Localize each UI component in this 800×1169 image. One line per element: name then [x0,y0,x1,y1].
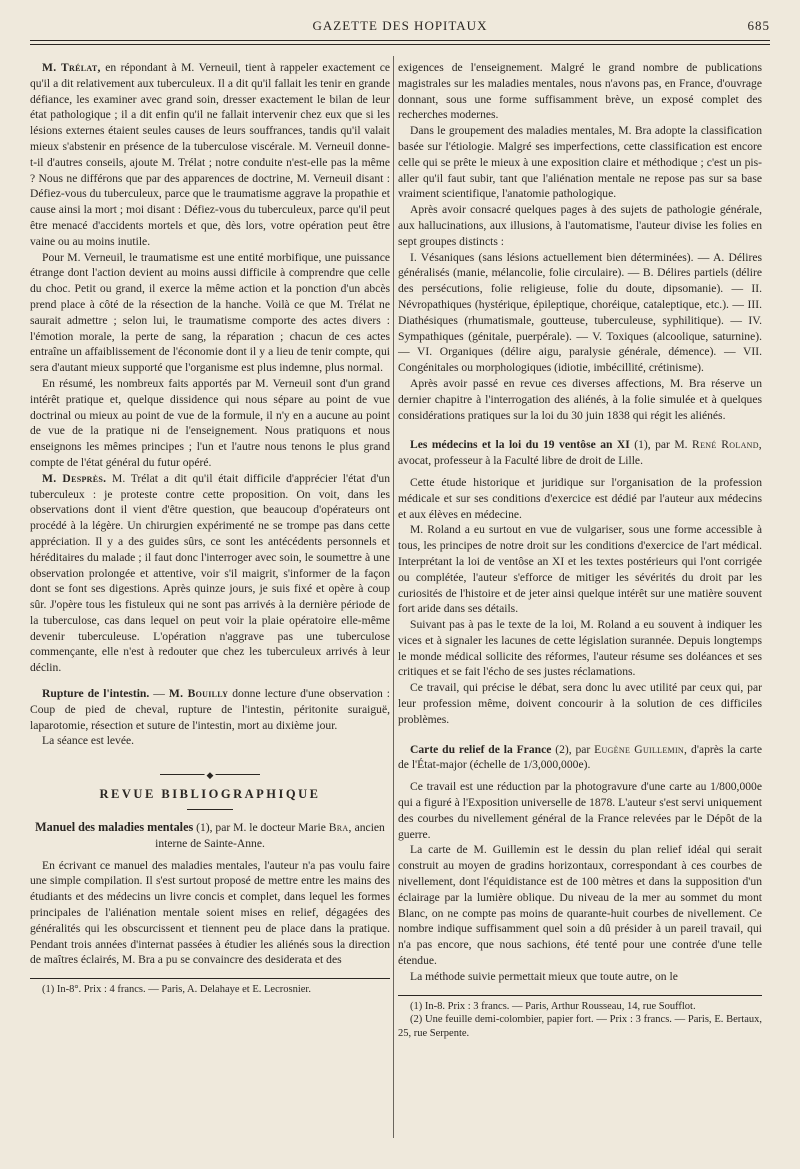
journal-title: GAZETTE DES HOPITAUX [312,18,488,33]
header-rule [30,40,770,41]
footnote-rule [30,978,390,979]
footnote: (1) In-8°. Prix : 4 francs. — Paris, A. Delahaye et E. Lecrosnier. [42,984,311,996]
paragraph: Dans le groupement des maladies mentales, M. Bra adopte la classification basée sur l'étiologie. Malgré ses imperfections, cette classification est encore celle qui se prête le mieux à une exposition claire et méthodique ; c'est un pis-aller qu'il faut subir, tant que l'aliénation mentale ne repose pas sur sa base vraiment scientifique, l'anatomie pathologique. [398,124,762,201]
paragraph: Rupture de l'intestin. — M. Bouilly donne lecture d'une observation : Coup de pied de cheval, rupture de l'intestin, péritonite suraiguë, laparotomie, résection et suture de l'intestin, mort au dixième jour. [30,687,391,732]
paragraph: En résumé, les nombreux faits apportés par M. Verneuil sont d'un grand intérêt pratique et, quelque dissidence qui nous sépare au point de vue doctrinal ou mieux au point de vue de la formule, il n'y en a aucune au point de vue de la pratique ni de l'enseignement. Nous pratiquons et nous enseignons les mêmes principes ; l'un et l'autre nous tenons le plus grand compte de l'état général du futur opéré. [30,376,390,469]
paragraph: Ce travail est une réduction par la photogravure d'une carte au 1/800,000e qui a figuré à l'Exposition universelle de 1878. L'auteur s'est servi uniquement des courbes du nivellement général de la France relevées par le Dépôt de la guerre. [398,780,762,841]
footnote: (2) Une feuille demi-colombier, papier fort. — Prix : 3 francs. — Paris, E. Bertaux, 25, rue Serpente. [398,1014,762,1040]
article-title: Les médecins et la loi du 19 ventôse an XI (1), par M. René Roland, avocat, professeur à la Faculté libre de droit de Lille. [398,438,762,468]
column-divider [393,56,394,1138]
left-column [30,60,390,997]
paragraph: Après avoir consacré quelques pages à des sujets de pathologie générale, aux hallucinations, aux illusions, à l'automatisme, l'auteur divise les folies en sept groupes distincts : [398,203,762,248]
section-title-rule [187,809,233,810]
page-header [30,16,770,38]
section-ornament: ◆ [30,771,390,779]
speaker-name: M. Bouilly [168,687,229,701]
speaker-name: M. Desprès. [42,471,107,485]
paragraph: Suivant pas à pas le texte de la loi, M. Roland a eu souvent à indiquer les vices et à signaler les lacunes de cette législation surannée. Depuis longtemps le monde médical sollicite des réformes, l'auteur résume ses doléances et ses critiques et se fait l'écho de ses justes réclamations. [398,618,762,679]
section-title: REVUE BIBLIOGRAPHIQUE [99,787,321,802]
paragraph: I. Vésaniques (sans lésions actuellement bien déterminées). — A. Délires généralisés (manie, mélancolie, folie circulaire). — B. Délires partiels (délire des persécutions, folie religieuse, folie du doute, dipsomanie). — II. Névropathiques (hystérique, épileptique, choréique, cataleptique, etc.). — III. Diathésiques (rhumatismale, goutteuse, tuberculeuse, syphilitique). — IV. Sympathiques (génitale, puerpérale). — V. Toxiques (alcoolique, saturnine). — VI. Organiques (délire aigu, paralysie générale, démence). — VII. Congénitales ou morphologiques (idiotie, imbécillité, crétinisme). [398,250,762,375]
page-number: 685 [747,18,770,33]
paragraph: Ce travail, qui précise le débat, sera donc lu avec utilité par ceux qui, par leur profession même, doivent concourir à la solution de ces difficiles problèmes. [398,681,762,726]
paragraph: Après avoir passé en revue ces diverses affections, M. Bra réserve un dernier chapitre à l'interrogation des aliénés, à la folie simulée et à quelques considérations pratiques sur la loi du 30 juin 1838 qui régit les aliénés. [398,376,762,422]
paragraph: M. Desprès. M. Trélat a dit qu'il était difficile d'apprécier l'état d'un tuberculeux : je proteste contre cette proposition. On voit, dans les observations dont il vient d'être question, que beaucoup d'opérateurs ont procédé à la légère. Un chirurgien expérimenté ne se trompe pas dans cette appréciation. Il y a des guides sûrs, ce sont les antécédents personnels et héréditaires du malade ; il faut donc l'interroger avec soin, le soumettre à une observation prolongée et attentive, voir s'il maigrit, s'informer de la façon dont se font ses digestions. Après quinze jours, je suis fixé et opère à coup sûr. J'opère tous les fistuleux qui ne sont pas arrivés à la dernière période de la tuberculose, cas dans lequel on peut voir la plaie opératoire elle-même devenir tuberculeuse. L'opération n'aggrave pas une tuberculose commençante, elle n'est à redouter que chez les tuberculeux arrivés à leur déclin. [30,471,390,675]
paragraph: La méthode suivie permettait mieux que toute autre, on le [410,969,678,983]
paragraph: M. Roland a eu surtout en vue de vulgariser, sous une forme accessible à tous, les principes de notre droit sur les conditions d'exercice de l'art médical. Interprétant la loi de ventôse an XI et les textes postérieurs qui l'ont corrigée ou complétée, l'auteur s'efforce de mitiger les sévérités du droit par les curiosités de l'histoire et de jeter ainsi quelque intérêt sur une matière souvent fort aride dans ses détails. [398,523,762,616]
article-title: Carte du relief de la France (2), par Eugène Guillemin, d'après la carte de l'État-major (échelle de 1/3,000,000e). [398,742,762,772]
paragraph: En écrivant ce manuel des maladies mentales, l'auteur n'a pas voulu faire une simple compilation. Il s'est surtout proposé de mettre entre les mains des étudiants et des médecins un livre concis et complet, dans lequel les formes principales de l'aliénation mentale soient mises en relief, dégagées des généralités qui les obscurcissent et tiennent peu de place dans la pratique. Pendant trois années d'internat passées à étudier les aliénés sous la direction de maîtres éclairés, M. Bra a pu se convaincre des desiderata et des [30,858,390,967]
footnote: (1) In-8. Prix : 3 francs. — Paris, Arthur Rousseau, 14, rue Soufflot. [410,1000,696,1012]
header-rule-thin [30,44,770,45]
subheading: Rupture de l'intestin. [42,687,150,701]
paragraph: La carte de M. Guillemin est le dessin du plan relief idéal qui serait construit au moyen de gradins horizontaux, correspondant à ces courbes de nivellement, dont l'équidistance est de 100 mètres et dans la supposition d'un éclairage par la lumière oblique. Du niveau de la mer au sommet du mont Blanc, on ne compte pas moins de quarante-huit courbes de nivellement. Ce nombre indique suffisamment quel soin a dû présider à un pareil travail, qui n'a pas encore, que nous sachions, été tenté pour une contrée d'une telle étendue. [398,843,762,968]
paragraph: La séance est levée. [42,734,135,748]
paragraph: M. Trélat, en répondant à M. Verneuil, tient à rappeler exactement ce qu'il a dit relativement aux tuberculeux. Il a dit qu'il fallait les tenir en grande défiance, les examiner avec grand soin, dresser exactement le bilan de leur état pathologique ; il a dit enfin qu'il ne fallait intervenir chez eux que si les lésions externes étaient seules causes de leurs souffrances, tandis qu'il valait mieux s'abstenir en présence de la tuberculose viscérale. M. Verneuil donne-t-il d'autres conseils, ajoute M. Trélat ; notre conduite n'est-elle pas la même ? Nous ne différons que par des apparences de doctrine, M. Verneuil disant : Défiez-vous du tuberculeux, parce que le traumatisme aggrave la propathie et cause ainsi la mort ; moi disant : Défiez-vous du tuberculeux, parce qu'il peut être menacé d'accidents mortels et que, dès lors, votre opération peut être vaine ou au moins inutile. [30,61,390,248]
article-title: Manuel des maladies mentales (1), par M. le docteur Marie Bra, ancien interne de Sainte-Anne. [35,820,385,850]
paragraph: Cette étude historique et juridique sur l'organisation de la profession médicale et sur ses conditions d'exercice est dédié par l'auteur aux médecins et aux élèves en médecine. [398,475,762,521]
footnote-rule [398,995,762,996]
paragraph: exigences de l'enseignement. Malgré le grand nombre de publications magistrales sur les maladies mentales, nous n'avons pas, en France, d'ouvrage donnant, sous une forme suffisamment brève, un exposé complet des recherches modernes. [398,61,762,122]
right-column [398,60,762,1041]
speaker-name: M. Trélat, [42,61,101,74]
paragraph: Pour M. Verneuil, le traumatisme est une entité morbifique, une puissance étrange dont l'action devient au moins aussi difficile à comprendre que celle du choc. Petit ou grand, il exerce la même action et la ponction d'un abcès prend place à côté de la résection de la hanche. Voilà ce que M. Trélat ne saurait admettre ; selon lui, le traumatisme comporte des actes divers : l'émotion morale, la perte de sang, la réparation ; chacun de ces actes entraîne un affaiblissement de l'économie dont il y a lieu de tenir compte, qui sera d'autant mieux supporté que l'organisme est plus indemne, plus normal. [30,250,390,375]
